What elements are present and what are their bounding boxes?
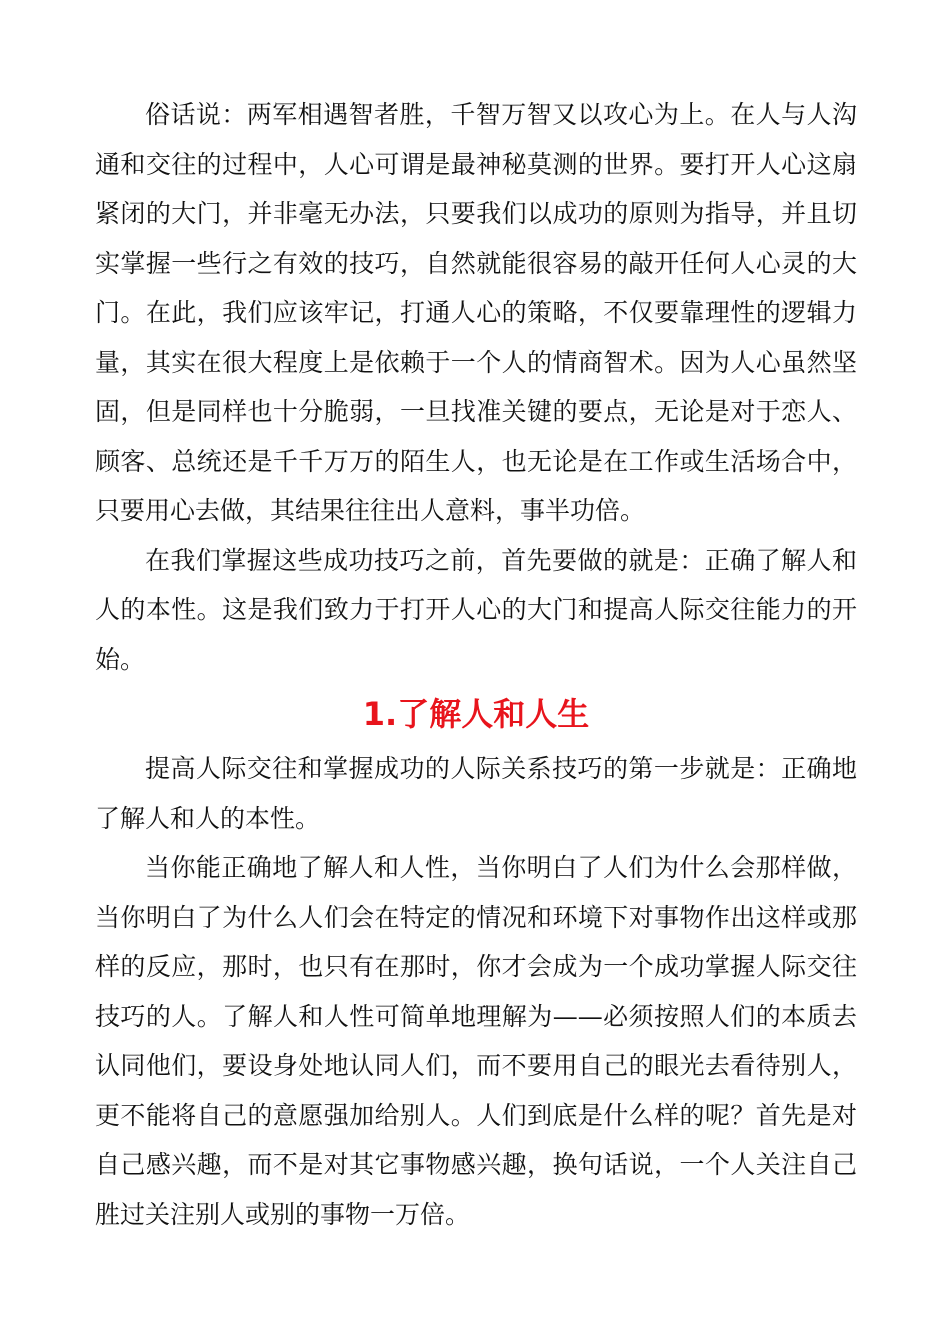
intro-paragraph-2: 在我们掌握这些成功技巧之前，首先要做的就是：正确了解人和人的本性。这是我们致力于打开人心的大门和提高人际交往能力的开始。 [95,545,857,674]
intro-paragraph-1: 俗话说：两军相遇智者胜，千智万智又以攻心为上。在人与人沟通和交往的过程中，人心可谓是最神秘莫测的世界。要打开人心这扇紧闭的大门，并非毫无办法，只要我们以成功的原则为指导，并且切实掌握一些行之有效的技巧，自然就能很容易的敲开任何人心灵的大门。在此，我们应该牢记，打通人心的策略，不仅要靠理性的逻辑力量，其实在很大程度上是依赖于一个人的情商智术。因为人心虽然坚固，但是同样也十分脆弱，一旦找准关键的要点，无论是对于恋人、顾客、总统还是千千万万的陌生人，也无论是在工作或生活场合中，只要用心去做，其结果往往出人意料，事半功倍。 [95,100,857,525]
document-page [95,90,857,1239]
section-paragraph-2: 当你能正确地了解人和人性，当你明白了人们为什么会那样做，当你明白了为什么人们会在特定的情况和环境下对事物作出这样或那样的反应，那时，也只有在那时，你才会成为一个成功掌握人际交往技巧的人。了解人和人性可简单地理解为——必须按照人们的本质去认同他们，要设身处地认同人们，而不要用自己的眼光去看待别人，更不能将自己的意愿强加给别人。人们到底是什么样的呢？首先是对自己感兴趣，而不是对其它事物感兴趣，换句话说，一个人关注自己胜过关注别人或别的事物一万倍。 [95,853,857,1229]
section-paragraph-1: 提高人际交往和掌握成功的人际关系技巧的第一步就是：正确地了解人和人的本性。 [95,754,857,833]
section-heading: 1.了解人和人生 [362,695,590,733]
